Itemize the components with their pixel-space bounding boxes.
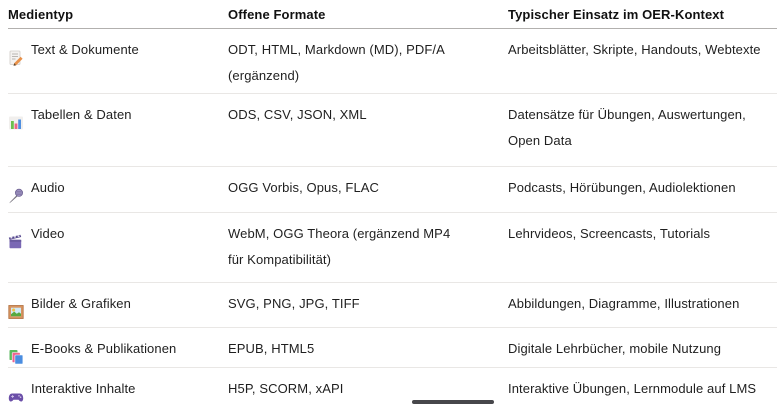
medientyp-label: Text & Dokumente — [31, 42, 139, 57]
cell-einsatz: Podcasts, Hörübungen, Audiolektionen — [508, 180, 736, 195]
framed-picture-icon — [8, 304, 24, 320]
game-controller-icon — [8, 389, 24, 405]
header-typischer-einsatz: Typischer Einsatz im OER-Kontext — [508, 7, 725, 22]
cell-formate: WebM, OGG Theora (ergänzend MP4 für Kompatibilität) — [228, 226, 451, 267]
cell-medientyp — [8, 328, 228, 367]
bar-chart-icon — [8, 115, 24, 131]
horizontal-scrollbar-thumb[interactable] — [412, 400, 494, 404]
cell-formate: H5P, SCORM, xAPI — [228, 381, 344, 396]
cell-einsatz: Datensätze für Übungen, Auswertungen, Open Data — [508, 107, 746, 148]
cell-formate: OGG Vorbis, Opus, FLAC — [228, 180, 380, 195]
cell-formate: ODS, CSV, JSON, XML — [228, 107, 367, 122]
medientyp-label: Tabellen & Daten — [31, 107, 132, 122]
microphone-icon — [8, 188, 24, 204]
table-header-row — [8, 0, 777, 29]
cell-formate: EPUB, HTML5 — [228, 341, 315, 356]
header-medientyp: Medientyp — [8, 7, 74, 22]
medientyp-label: Video — [31, 226, 65, 241]
cell-einsatz: Abbildungen, Diagramme, Illustrationen — [508, 296, 740, 311]
medientyp-label: Audio — [31, 180, 65, 195]
medientyp-label: Interaktive Inhalte — [31, 381, 136, 396]
table-row — [8, 213, 777, 283]
cell-einsatz: Arbeitsblätter, Skripte, Handouts, Webtexte — [508, 42, 761, 57]
medientyp-label: Bilder & Grafiken — [31, 296, 131, 311]
table-row — [8, 29, 777, 94]
cell-medientyp — [8, 283, 228, 327]
cell-einsatz: Interaktive Übungen, Lernmodule auf LMS — [508, 381, 757, 396]
table-row — [8, 167, 777, 213]
cell-medientyp — [8, 167, 228, 212]
cell-formate: ODT, HTML, Markdown (MD), PDF/A (ergänzend) — [228, 42, 445, 83]
cell-clapper — [8, 213, 228, 282]
medientyp-label: E-Books & Publikationen — [31, 341, 177, 356]
cell-formate: SVG, PNG, JPG, TIFF — [228, 296, 360, 311]
header-offene-formate: Offene Formate — [228, 7, 326, 22]
books-icon — [8, 349, 24, 365]
cell-einsatz: Digitale Lehrbücher, mobile Nutzung — [508, 341, 722, 356]
cell-medientyp — [8, 368, 228, 417]
cell-medientyp — [8, 29, 228, 93]
table-row — [8, 328, 777, 368]
cell-einsatz: Lehrvideos, Screencasts, Tutorials — [508, 226, 711, 241]
clapper-board-icon — [8, 234, 24, 250]
cell-medientyp — [8, 94, 228, 166]
table-row — [8, 368, 777, 417]
table-row — [8, 94, 777, 167]
memo-icon — [8, 50, 24, 66]
table-row — [8, 283, 777, 328]
